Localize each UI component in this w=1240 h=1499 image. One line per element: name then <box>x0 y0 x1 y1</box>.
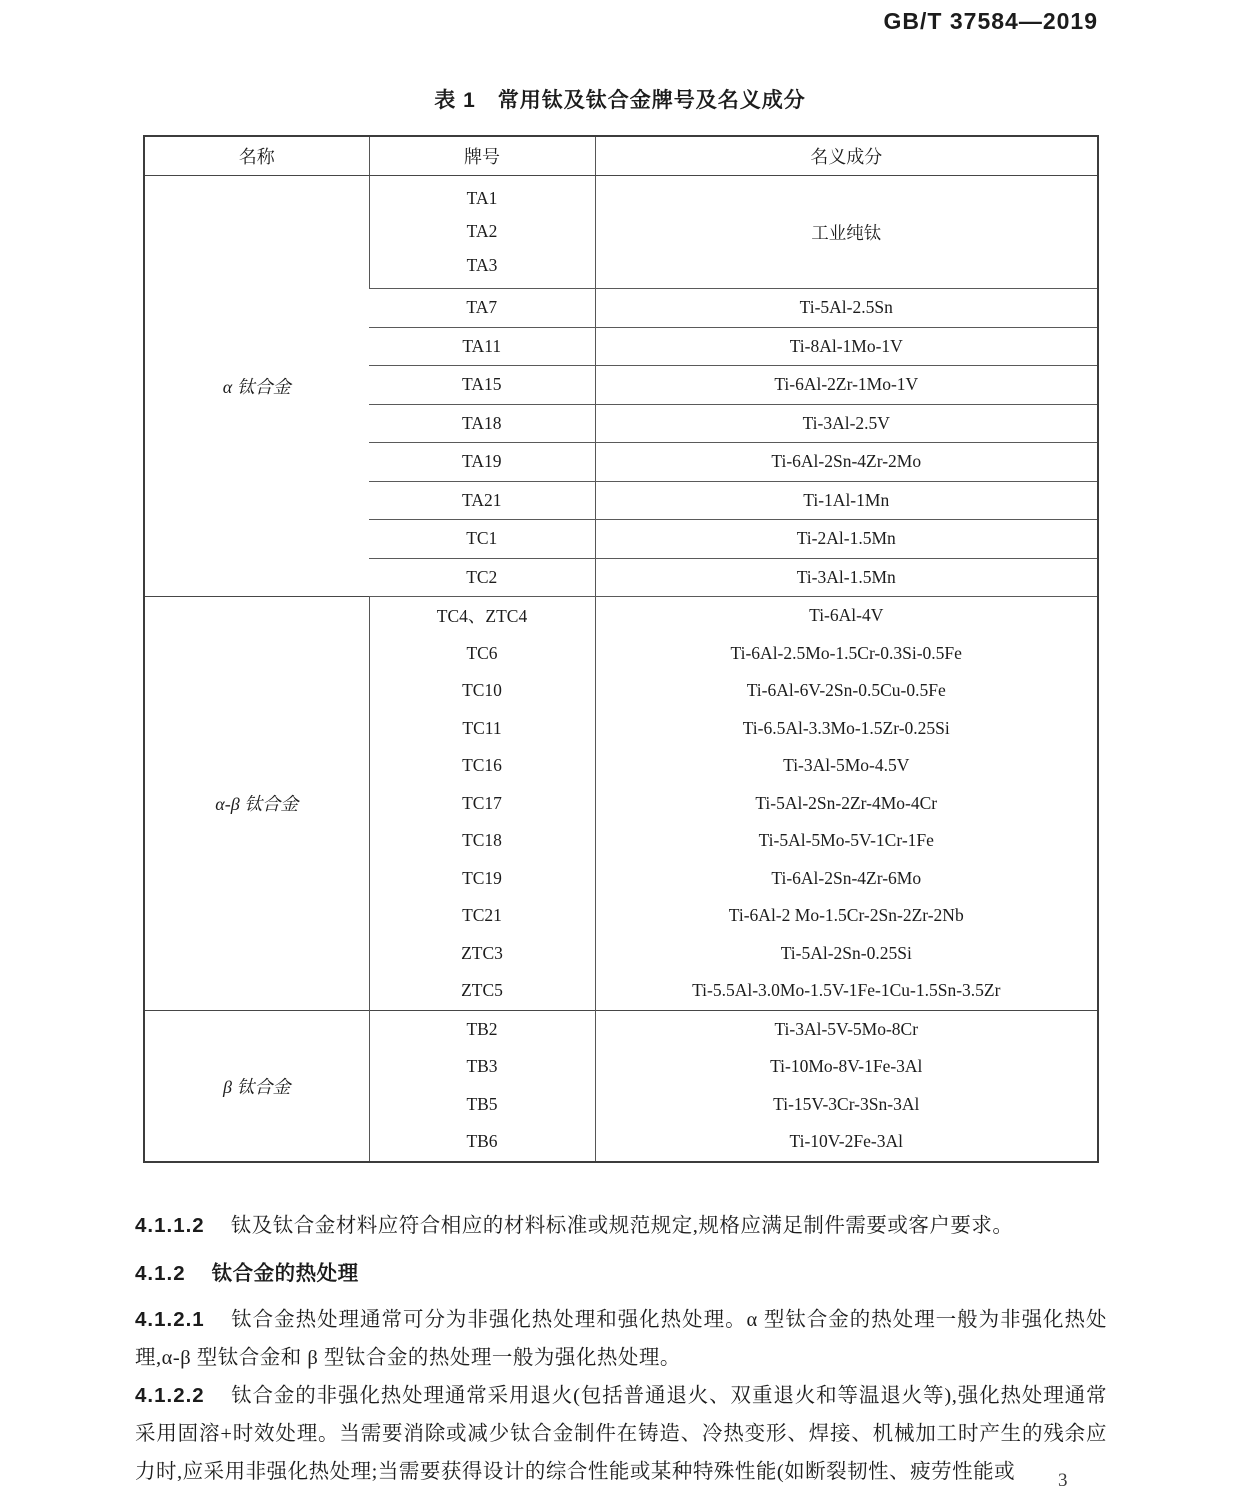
table-row <box>144 1010 1098 1162</box>
composition-cell: Ti-2Al-1.5Mn <box>595 520 1098 559</box>
clause-4122 <box>135 1377 1107 1491</box>
clause-text: 钛合金的非强化热处理通常采用退火(包括普通退火、双重退火和等温退火等),强化热处理通常采用固溶+时效处理。当需要消除或减少钛合金制件在铸造、冷热变形、焊接、机械加工时产生的残余应力时,应采用非强化热处理;当需要获得设计的综合性能或某种特殊性能(如断裂韧性、疲劳性能或 <box>135 1384 1107 1483</box>
grade-cell: TA21 <box>369 481 595 520</box>
clause-number: 4.1.2.2 <box>135 1383 205 1407</box>
table-header-row <box>144 136 1098 176</box>
composition-line: Ti-5.5Al-3.0Mo-1.5V-1Fe-1Cu-1.5Sn-3.5Zr <box>692 980 1001 1001</box>
composition-cell: Ti-5Al-2.5Sn <box>595 289 1098 328</box>
grade-line: TA1 <box>466 188 498 209</box>
grade-cell <box>369 597 595 1011</box>
heading-text: 钛合金的热处理 <box>211 1261 359 1285</box>
column-header-grade: 牌号 <box>369 136 595 176</box>
composition-line: Ti-6Al-2.5Mo-1.5Cr-0.3Si-0.5Fe <box>730 642 962 663</box>
composition-cell <box>595 597 1098 1011</box>
grade-cell: TC2 <box>369 558 595 597</box>
composition-cell: Ti-8Al-1Mo-1V <box>595 327 1098 366</box>
column-header-composition: 名义成分 <box>595 136 1098 176</box>
table-row <box>144 176 1098 289</box>
grade-line: TB6 <box>466 1131 498 1152</box>
grade-line: TC6 <box>466 642 498 663</box>
column-header-name: 名称 <box>144 136 369 176</box>
composition-cell: Ti-6Al-2Zr-1Mo-1V <box>595 366 1098 405</box>
composition-line: Ti-10V-2Fe-3Al <box>789 1131 903 1152</box>
grade-line: TC16 <box>462 755 502 776</box>
grade-line: TC19 <box>462 867 502 888</box>
grade-line: TB5 <box>466 1093 498 1114</box>
alloy-group-name: α 钛合金 <box>144 176 369 597</box>
alloy-group-name: α-β 钛合金 <box>144 597 369 1011</box>
composition-line: Ti-3Al-5V-5Mo-8Cr <box>774 1018 919 1039</box>
standard-number-header: GB/T 37584—2019 <box>883 8 1098 34</box>
composition-line: Ti-6Al-6V-2Sn-0.5Cu-0.5Fe <box>746 680 946 701</box>
grade-line: TA3 <box>466 254 498 275</box>
alloy-group-name: β 钛合金 <box>144 1010 369 1162</box>
page-number: 3 <box>1058 1470 1068 1491</box>
grade-line: TC4、ZTC4 <box>436 606 528 627</box>
grade-cell: TC1 <box>369 520 595 559</box>
grade-lines <box>370 176 595 288</box>
composition-cell: Ti-1Al-1Mn <box>595 481 1098 520</box>
grade-line: ZTC5 <box>461 980 503 1001</box>
composition-cell: Ti-3Al-2.5V <box>595 404 1098 443</box>
table-row <box>144 597 1098 1011</box>
grade-line: ZTC3 <box>461 942 503 963</box>
clause-4121 <box>135 1301 1107 1377</box>
composition-cell: 工业纯钛 <box>595 176 1098 289</box>
grade-cell: TA7 <box>369 289 595 328</box>
grade-cell <box>369 1010 595 1162</box>
heading-412 <box>135 1255 1107 1293</box>
composition-line: Ti-10Mo-8V-1Fe-3Al <box>770 1056 923 1077</box>
composition-cell <box>595 1010 1098 1162</box>
grade-line: TC21 <box>462 905 502 926</box>
clause-number: 4.1.2.1 <box>135 1307 205 1331</box>
composition-line: Ti-6.5Al-3.3Mo-1.5Zr-0.25Si <box>742 717 950 738</box>
composition-cell: Ti-3Al-1.5Mn <box>595 558 1098 597</box>
grade-cell: TA19 <box>369 443 595 482</box>
composition-line: Ti-5Al-2Sn-0.25Si <box>780 942 912 963</box>
clause-text: 钛合金热处理通常可分为非强化热处理和强化热处理。α 型钛合金的热处理一般为非强化热处理,α-β 型钛合金和 β 型钛合金的热处理一般为强化热处理。 <box>135 1308 1107 1369</box>
composition-line: Ti-5Al-5Mo-5V-1Cr-1Fe <box>758 830 934 851</box>
grade-line: TA2 <box>466 221 498 242</box>
composition-line: Ti-5Al-2Sn-2Zr-4Mo-4Cr <box>755 792 938 813</box>
grade-line: TC11 <box>462 717 502 738</box>
clause-text: 钛及钛合金材料应符合相应的材料标准或规范规定,规格应满足制件需要或客户要求。 <box>230 1214 1014 1237</box>
table-caption: 表 1 常用钛及钛合金牌号及名义成分 <box>434 89 806 112</box>
clause-4112 <box>135 1207 1107 1245</box>
clause-number: 4.1.1.2 <box>135 1213 205 1237</box>
composition-cell: Ti-6Al-2Sn-4Zr-2Mo <box>595 443 1098 482</box>
grade-cell: TA15 <box>369 366 595 405</box>
grade-line: TC17 <box>462 792 502 813</box>
composition-line: Ti-6Al-4V <box>809 605 884 626</box>
grade-line: TC18 <box>462 830 502 851</box>
grade-cell: TA11 <box>369 327 595 366</box>
composition-line: Ti-6Al-2Sn-4Zr-6Mo <box>771 867 922 888</box>
clause-number: 4.1.2 <box>135 1261 186 1285</box>
alloy-grades-table <box>143 135 1099 1163</box>
grade-line: TB2 <box>466 1018 498 1039</box>
grade-line: TB3 <box>466 1056 498 1077</box>
composition-line: Ti-6Al-2 Mo-1.5Cr-2Sn-2Zr-2Nb <box>728 905 964 926</box>
composition-line: Ti-15V-3Cr-3Sn-3Al <box>773 1093 920 1114</box>
composition-line: Ti-3Al-5Mo-4.5V <box>783 755 910 776</box>
grade-cell <box>369 176 595 289</box>
grade-line: TC10 <box>462 680 502 701</box>
grade-cell: TA18 <box>369 404 595 443</box>
